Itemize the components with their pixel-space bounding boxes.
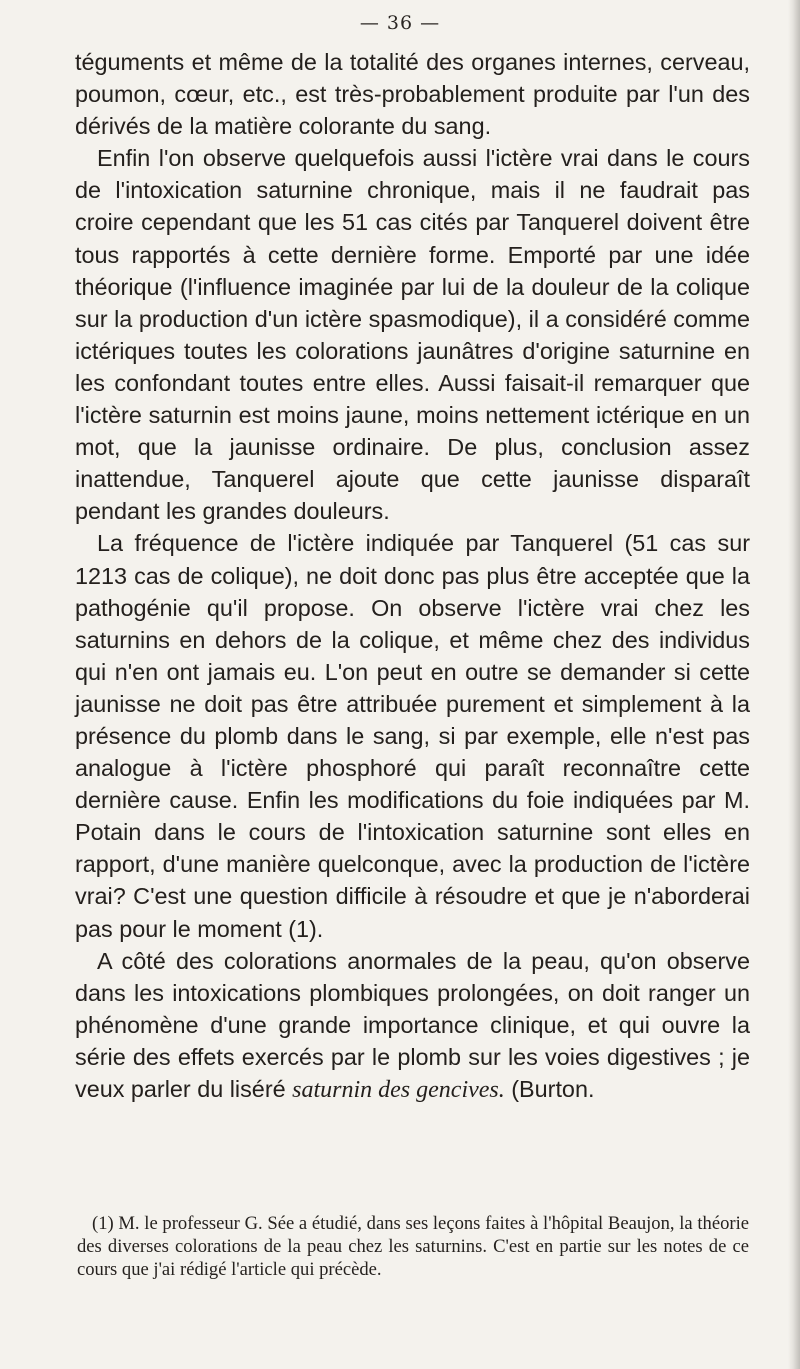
paragraph-4-tail: (Burton. (511, 1076, 595, 1102)
paragraph-2: Enfin l'on observe quelquefois aussi l'ictère vrai dans le cours de l'intoxication saturnine chronique, mais il ne faudrait pas croire cependant que les 51 cas cités par Tanquerel doivent être tous rapportés à cette dernière forme. Emporté par une idée théorique (l'influence imaginée par lui de la douleur de la colique sur la production d'un ictère spasmodique), il a considéré comme ictériques toutes les colorations jaunâtres d'origine saturnine en les confondant toutes entre elles. Aussi faisait-il remarquer que l'ictère saturnin est moins jaune, moins nettement ictérique en un mot, que la jaunisse ordinaire. De plus, conclusion assez inattendue, Tanquerel ajoute que cette jaunisse disparaît pendant les grandes douleurs. (75, 145, 750, 525)
paragraph-3: La fréquence de l'ictère indiquée par Tanquerel (51 cas sur 1213 cas de colique), ne doit donc pas plus être acceptée que la pathogénie qu'il propose. On observe l'ictère vrai chez les saturnins en dehors de la colique, et même chez des individus qui n'en ont jamais eu. L'on peut en outre se demander si cette jaunisse ne doit pas être attribuée purement et simplement à la présence du plomb dans le sang, si par exemple, elle n'est pas analogue à l'ictère phosphoré qui paraît reconnaître cette dernière cause. Enfin les modifications du foie indiquées par M. Potain dans le cours de l'intoxication saturnine sont elles en rapport, d'une manière quelconque, avec la production de l'ictère vrai? C'est une question difficile à résoudre et que je n'aborderai pas pour le moment (1). (75, 530, 750, 942)
italic-term: saturnin des gencives. (292, 1077, 505, 1103)
body-text (75, 46, 750, 1106)
footnote: (1) M. le professeur G. Sée a étudié, dans ses leçons faites à l'hôpital Beaujon, la théorie des diverses colorations de la peau chez les saturnins. C'est en partie sur les notes de ce cours que j'ai rédigé l'article qui précède. (77, 1213, 749, 1280)
paragraph-4-text: A côté des colorations anormales de la peau, qu'on observe dans les intoxications plombiques prolongées, on doit ranger un phénomène d'une grande importance clinique, et qui ouvre la série des effets exercés par le plomb sur les voies digestives ; je veux parler du liséré (75, 947, 750, 1102)
page-number: — 36 — (359, 12, 441, 34)
paragraph-4 (75, 945, 750, 1106)
paragraph-1: téguments et même de la totalité des organes internes, cerveau, poumon, cœur, etc., est très-probablement produite par l'un des dérivés de la matière colorante du sang. (75, 49, 750, 140)
page-edge-shadow (788, 0, 800, 1369)
